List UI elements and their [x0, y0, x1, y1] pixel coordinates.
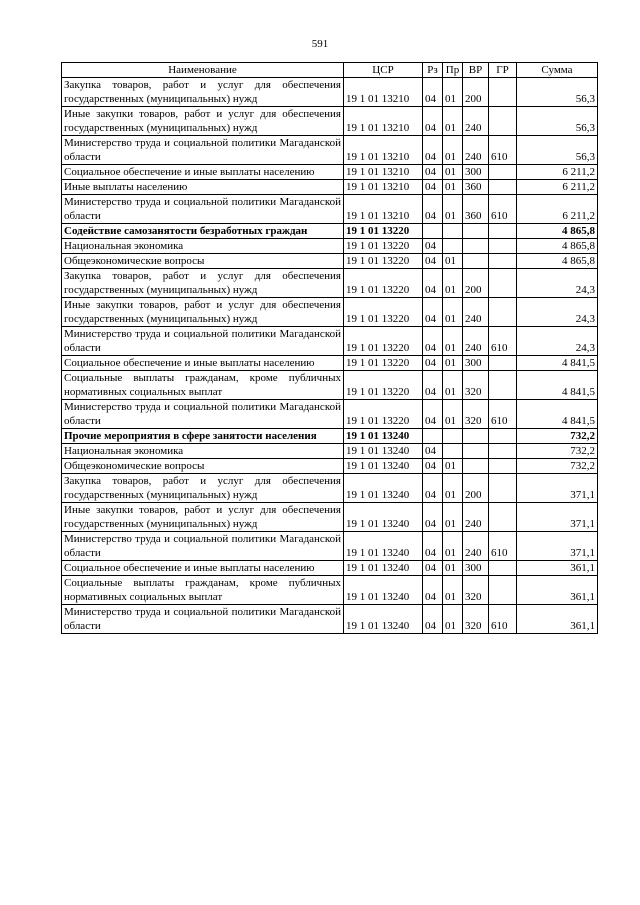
cell-gr — [489, 224, 517, 239]
cell-gr — [489, 356, 517, 371]
cell-vr: 320 — [463, 605, 489, 634]
cell-sum: 24,3 — [517, 298, 598, 327]
cell-gr: 610 — [489, 327, 517, 356]
cell-pr: 01 — [443, 474, 463, 503]
cell-gr: 610 — [489, 605, 517, 634]
table-row — [62, 180, 598, 195]
table-row — [62, 78, 598, 107]
cell-pr: 01 — [443, 254, 463, 269]
cell-rz: 04 — [423, 474, 443, 503]
table-row — [62, 371, 598, 400]
cell-rz: 04 — [423, 356, 443, 371]
cell-name: Министерство труда и социальной политики Магаданской области — [62, 136, 344, 165]
cell-rz: 04 — [423, 503, 443, 532]
cell-pr: 01 — [443, 327, 463, 356]
table-row — [62, 503, 598, 532]
cell-pr: 01 — [443, 371, 463, 400]
cell-gr: 610 — [489, 136, 517, 165]
cell-pr — [443, 444, 463, 459]
cell-csr: 19 1 01 13240 — [344, 459, 423, 474]
cell-sum: 361,1 — [517, 605, 598, 634]
table-row — [62, 532, 598, 561]
cell-pr: 01 — [443, 298, 463, 327]
cell-csr: 19 1 01 13210 — [344, 136, 423, 165]
cell-vr: 360 — [463, 180, 489, 195]
cell-csr: 19 1 01 13240 — [344, 532, 423, 561]
cell-sum: 4 865,8 — [517, 224, 598, 239]
cell-name: Закупка товаров, работ и услуг для обеспечения государственных (муниципальных) нужд — [62, 474, 344, 503]
cell-gr: 610 — [489, 532, 517, 561]
table-row — [62, 195, 598, 224]
table-row — [62, 444, 598, 459]
header-row — [62, 63, 598, 78]
cell-gr — [489, 503, 517, 532]
cell-csr: 19 1 01 13220 — [344, 327, 423, 356]
cell-rz: 04 — [423, 459, 443, 474]
cell-rz: 04 — [423, 195, 443, 224]
cell-csr: 19 1 01 13220 — [344, 400, 423, 429]
cell-rz: 04 — [423, 532, 443, 561]
cell-gr — [489, 165, 517, 180]
cell-name: Социальное обеспечение и иные выплаты населению — [62, 561, 344, 576]
cell-sum: 732,2 — [517, 459, 598, 474]
cell-csr: 19 1 01 13240 — [344, 444, 423, 459]
cell-pr: 01 — [443, 561, 463, 576]
cell-rz: 04 — [423, 107, 443, 136]
cell-name: Социальные выплаты гражданам, кроме публичных нормативных социальных выплат — [62, 371, 344, 400]
cell-pr: 01 — [443, 107, 463, 136]
cell-rz: 04 — [423, 605, 443, 634]
cell-csr: 19 1 01 13240 — [344, 576, 423, 605]
cell-rz: 04 — [423, 371, 443, 400]
cell-pr: 01 — [443, 195, 463, 224]
cell-pr: 01 — [443, 136, 463, 165]
cell-name: Прочие мероприятия в сфере занятости населения — [62, 429, 344, 444]
table-row — [62, 136, 598, 165]
cell-rz: 04 — [423, 239, 443, 254]
header-csr: ЦСР — [344, 63, 423, 78]
budget-table — [61, 62, 598, 634]
cell-gr — [489, 444, 517, 459]
cell-vr — [463, 254, 489, 269]
cell-csr: 19 1 01 13220 — [344, 269, 423, 298]
cell-vr — [463, 239, 489, 254]
cell-rz: 04 — [423, 298, 443, 327]
cell-vr — [463, 224, 489, 239]
cell-gr — [489, 269, 517, 298]
table-row — [62, 561, 598, 576]
table-row — [62, 400, 598, 429]
cell-csr: 19 1 01 13220 — [344, 254, 423, 269]
cell-csr: 19 1 01 13220 — [344, 224, 423, 239]
table-row — [62, 107, 598, 136]
table-row — [62, 429, 598, 444]
header-rz: Рз — [423, 63, 443, 78]
cell-gr — [489, 239, 517, 254]
cell-name: Национальная экономика — [62, 239, 344, 254]
cell-vr: 360 — [463, 195, 489, 224]
header-gr: ГР — [489, 63, 517, 78]
cell-gr — [489, 474, 517, 503]
cell-gr — [489, 561, 517, 576]
cell-sum: 371,1 — [517, 532, 598, 561]
cell-sum: 6 211,2 — [517, 195, 598, 224]
header-sum: Сумма — [517, 63, 598, 78]
cell-rz: 04 — [423, 254, 443, 269]
cell-rz: 04 — [423, 78, 443, 107]
cell-vr: 200 — [463, 78, 489, 107]
cell-gr — [489, 254, 517, 269]
cell-pr: 01 — [443, 356, 463, 371]
cell-name: Иные закупки товаров, работ и услуг для обеспечения государственных (муниципальных) нужд — [62, 503, 344, 532]
cell-name: Министерство труда и социальной политики Магаданской области — [62, 195, 344, 224]
cell-rz: 04 — [423, 400, 443, 429]
cell-sum: 732,2 — [517, 429, 598, 444]
cell-csr: 19 1 01 13210 — [344, 107, 423, 136]
cell-vr: 240 — [463, 503, 489, 532]
cell-name: Иные закупки товаров, работ и услуг для обеспечения государственных (муниципальных) нужд — [62, 107, 344, 136]
cell-rz: 04 — [423, 180, 443, 195]
cell-csr: 19 1 01 13210 — [344, 165, 423, 180]
table-row — [62, 576, 598, 605]
table-row — [62, 327, 598, 356]
cell-gr — [489, 576, 517, 605]
cell-sum: 4 865,8 — [517, 254, 598, 269]
cell-pr: 01 — [443, 459, 463, 474]
cell-gr — [489, 459, 517, 474]
cell-name: Закупка товаров, работ и услуг для обеспечения государственных (муниципальных) нужд — [62, 78, 344, 107]
cell-csr: 19 1 01 13240 — [344, 561, 423, 576]
cell-vr: 320 — [463, 371, 489, 400]
table-body — [62, 78, 598, 634]
cell-sum: 24,3 — [517, 327, 598, 356]
cell-gr: 610 — [489, 400, 517, 429]
cell-sum: 56,3 — [517, 78, 598, 107]
cell-name: Министерство труда и социальной политики Магаданской области — [62, 605, 344, 634]
cell-csr: 19 1 01 13220 — [344, 298, 423, 327]
cell-csr: 19 1 01 13220 — [344, 356, 423, 371]
cell-gr — [489, 298, 517, 327]
cell-csr: 19 1 01 13240 — [344, 474, 423, 503]
cell-csr: 19 1 01 13220 — [344, 239, 423, 254]
cell-sum: 4 841,5 — [517, 356, 598, 371]
cell-vr: 240 — [463, 136, 489, 165]
cell-sum: 732,2 — [517, 444, 598, 459]
cell-pr: 01 — [443, 269, 463, 298]
cell-name: Министерство труда и социальной политики Магаданской области — [62, 400, 344, 429]
cell-pr — [443, 429, 463, 444]
cell-pr: 01 — [443, 400, 463, 429]
cell-gr — [489, 78, 517, 107]
cell-pr — [443, 239, 463, 254]
cell-vr: 240 — [463, 532, 489, 561]
cell-pr: 01 — [443, 532, 463, 561]
cell-vr: 200 — [463, 269, 489, 298]
cell-vr — [463, 459, 489, 474]
cell-name: Министерство труда и социальной политики Магаданской области — [62, 532, 344, 561]
cell-name: Общеэкономические вопросы — [62, 254, 344, 269]
cell-name: Содействие самозанятости безработных граждан — [62, 224, 344, 239]
cell-csr: 19 1 01 13240 — [344, 503, 423, 532]
cell-rz — [423, 429, 443, 444]
cell-gr — [489, 107, 517, 136]
cell-rz: 04 — [423, 561, 443, 576]
table-row — [62, 298, 598, 327]
cell-vr: 240 — [463, 298, 489, 327]
cell-gr — [489, 371, 517, 400]
cell-name: Социальное обеспечение и иные выплаты населению — [62, 165, 344, 180]
cell-vr: 300 — [463, 356, 489, 371]
cell-csr: 19 1 01 13210 — [344, 195, 423, 224]
cell-vr: 320 — [463, 400, 489, 429]
header-pr: Пр — [443, 63, 463, 78]
cell-name: Социальные выплаты гражданам, кроме публичных нормативных социальных выплат — [62, 576, 344, 605]
cell-sum: 371,1 — [517, 503, 598, 532]
cell-sum: 4 841,5 — [517, 371, 598, 400]
cell-vr: 240 — [463, 327, 489, 356]
table-row — [62, 224, 598, 239]
cell-rz: 04 — [423, 269, 443, 298]
cell-vr: 300 — [463, 165, 489, 180]
cell-rz: 04 — [423, 136, 443, 165]
cell-rz: 04 — [423, 327, 443, 356]
cell-gr — [489, 180, 517, 195]
table-header — [62, 63, 598, 78]
cell-name: Министерство труда и социальной политики Магаданской области — [62, 327, 344, 356]
cell-pr: 01 — [443, 78, 463, 107]
cell-sum: 6 211,2 — [517, 165, 598, 180]
cell-name: Социальное обеспечение и иные выплаты населению — [62, 356, 344, 371]
cell-csr: 19 1 01 13240 — [344, 429, 423, 444]
table-row — [62, 474, 598, 503]
header-vr: ВР — [463, 63, 489, 78]
cell-sum: 56,3 — [517, 107, 598, 136]
cell-gr: 610 — [489, 195, 517, 224]
table-row — [62, 356, 598, 371]
cell-rz: 04 — [423, 576, 443, 605]
table-row — [62, 605, 598, 634]
cell-csr: 19 1 01 13210 — [344, 78, 423, 107]
cell-gr — [489, 429, 517, 444]
cell-name: Закупка товаров, работ и услуг для обеспечения государственных (муниципальных) нужд — [62, 269, 344, 298]
cell-pr: 01 — [443, 165, 463, 180]
table-row — [62, 239, 598, 254]
cell-vr: 200 — [463, 474, 489, 503]
cell-pr: 01 — [443, 576, 463, 605]
cell-sum: 361,1 — [517, 561, 598, 576]
page-number: 591 — [311, 38, 329, 50]
cell-vr: 320 — [463, 576, 489, 605]
header-name: Наименование — [62, 63, 344, 78]
cell-sum: 371,1 — [517, 474, 598, 503]
table-row — [62, 269, 598, 298]
cell-sum: 6 211,2 — [517, 180, 598, 195]
cell-name: Иные закупки товаров, работ и услуг для обеспечения государственных (муниципальных) нужд — [62, 298, 344, 327]
cell-rz: 04 — [423, 444, 443, 459]
cell-vr — [463, 444, 489, 459]
cell-pr: 01 — [443, 503, 463, 532]
cell-sum: 56,3 — [517, 136, 598, 165]
cell-rz: 04 — [423, 165, 443, 180]
cell-vr: 300 — [463, 561, 489, 576]
cell-sum: 4 841,5 — [517, 400, 598, 429]
cell-rz — [423, 224, 443, 239]
cell-vr: 240 — [463, 107, 489, 136]
cell-csr: 19 1 01 13240 — [344, 605, 423, 634]
cell-sum: 24,3 — [517, 269, 598, 298]
cell-pr: 01 — [443, 605, 463, 634]
cell-sum: 4 865,8 — [517, 239, 598, 254]
cell-csr: 19 1 01 13210 — [344, 180, 423, 195]
table-row — [62, 254, 598, 269]
cell-pr — [443, 224, 463, 239]
table-row — [62, 459, 598, 474]
cell-name: Национальная экономика — [62, 444, 344, 459]
table-row — [62, 165, 598, 180]
cell-sum: 361,1 — [517, 576, 598, 605]
cell-pr: 01 — [443, 180, 463, 195]
cell-vr — [463, 429, 489, 444]
cell-name: Иные выплаты населению — [62, 180, 344, 195]
cell-name: Общеэкономические вопросы — [62, 459, 344, 474]
cell-csr: 19 1 01 13220 — [344, 371, 423, 400]
